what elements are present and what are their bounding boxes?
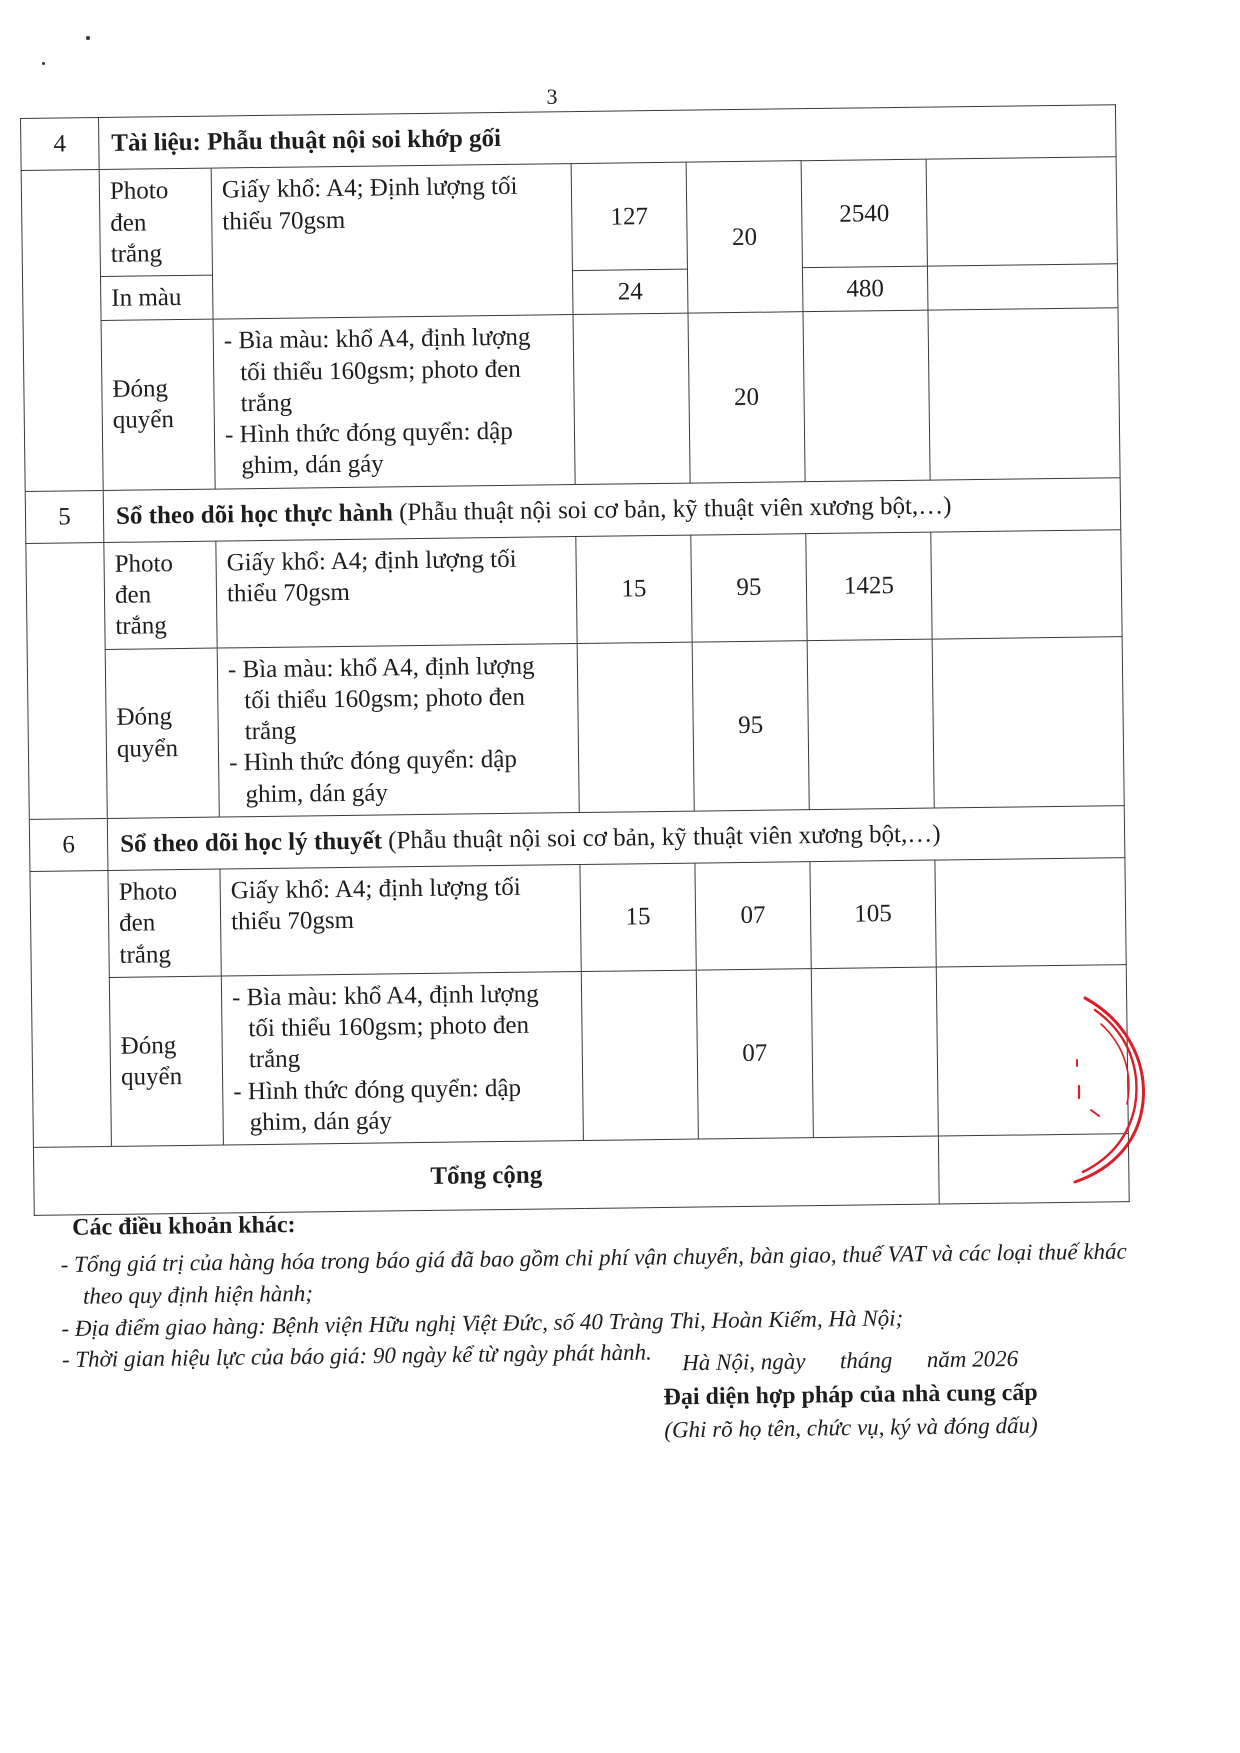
scan-speck xyxy=(42,62,45,65)
item-type: Đóng quyển xyxy=(109,976,223,1147)
item-spec: - Bìa màu: khổ A4, định lượng tối thiểu 160gsm; photo đen trắng - Hình thức đóng quyển: dập ghim, dán gáy xyxy=(217,643,579,817)
item-spec: - Bìa màu: khổ A4, định lượng tối thiểu 160gsm; photo đen trắng - Hình thức đóng quyển: dập ghim, dán gáy xyxy=(213,315,575,489)
page-count: 24 xyxy=(572,269,688,315)
row-number: 4 xyxy=(21,118,100,171)
item-spec: Giấy khổ: A4; định lượng tối thiểu 70gsm xyxy=(220,865,581,976)
signature-title: Đại diện hợp pháp của nhà cung cấp xyxy=(663,1379,1038,1411)
price-cell xyxy=(935,858,1126,967)
section-title: Sổ theo dõi học lý thuyết (Phẫu thuật nội soi cơ bản, kỹ thuật viên xương bột,…) xyxy=(107,805,1125,870)
row-number: 5 xyxy=(25,490,104,543)
table-row xyxy=(23,308,1120,491)
quantity: 95 xyxy=(692,640,809,811)
item-spec: - Bìa màu: khổ A4, định lượng tối thiểu 160gsm; photo đen trắng - Hình thức đóng quyển: dập ghim, dán gáy xyxy=(221,971,583,1145)
table-row xyxy=(27,636,1124,819)
quotation-table xyxy=(20,104,1129,1216)
signature-note: (Ghi rõ họ tên, chức vụ, ký và đóng dấu) xyxy=(664,1412,1038,1443)
section-title: Sổ theo dõi học thực hành (Phẫu thuật nội soi cơ bản, kỹ thuật viên xương bột,…) xyxy=(103,477,1121,542)
total-label: Tổng cộng xyxy=(33,1136,939,1216)
signature-date: Hà Nội, ngày tháng năm 2026 xyxy=(682,1345,1019,1376)
terms-item: - Địa điểm giao hàng: Bệnh viện Hữu nghị Việt Đức, số 40 Tràng Thi, Hoàn Kiếm, Hà Nội; xyxy=(61,1299,1141,1344)
scan-speck xyxy=(86,36,90,40)
quantity: 07 xyxy=(695,862,811,970)
line-total: 105 xyxy=(810,860,936,968)
table-row xyxy=(30,858,1126,979)
item-spec: Giấy khổ: A4; định lượng tối thiểu 70gsm xyxy=(216,536,577,647)
quantity: 20 xyxy=(686,161,803,313)
line-total: 1425 xyxy=(806,532,932,640)
item-type: In màu xyxy=(100,275,213,321)
table-row xyxy=(21,157,1117,278)
line-total: 2540 xyxy=(801,159,927,267)
price-cell xyxy=(927,264,1118,311)
table-row xyxy=(26,529,1122,650)
quantity: 95 xyxy=(691,533,807,641)
page-count: 15 xyxy=(576,535,692,643)
price-cell xyxy=(926,157,1117,266)
item-type: Photo đen trắng xyxy=(104,541,217,649)
page-number: 3 xyxy=(546,84,558,109)
signature-block xyxy=(620,1342,1081,1447)
item-type: Photo đen trắng xyxy=(108,869,221,977)
terms-item: - Tổng giá trị của hàng hóa trong báo giá đã bao gồm chi phí vận chuyển, bàn giao, thuế VAT và các loại thuế khác theo quy định hiện hành; xyxy=(60,1236,1141,1313)
section-title: Tài liệu: Phẫu thuật nội soi khớp gối xyxy=(99,105,1117,170)
page-count: 15 xyxy=(580,863,696,971)
terms-title: Các điều khoản khác: xyxy=(72,1212,296,1241)
terms-item: - Thời gian hiệu lực của báo giá: 90 ngày kể từ ngày phát hành. xyxy=(62,1331,1142,1376)
line-total: 480 xyxy=(802,266,928,312)
item-spec: Giấy khổ: A4; Định lượng tối thiểu 70gsm xyxy=(211,164,573,320)
quantity: 07 xyxy=(696,968,813,1139)
table-row xyxy=(31,964,1128,1147)
item-type: Đóng quyển xyxy=(101,319,215,490)
row-number: 6 xyxy=(29,818,108,871)
item-type: Photo đen trắng xyxy=(99,168,212,276)
red-seal-stamp xyxy=(1055,990,1165,1190)
item-type: Đóng quyển xyxy=(105,648,219,819)
page-count: 127 xyxy=(571,162,687,270)
quantity: 20 xyxy=(688,312,805,483)
price-cell xyxy=(931,529,1122,638)
